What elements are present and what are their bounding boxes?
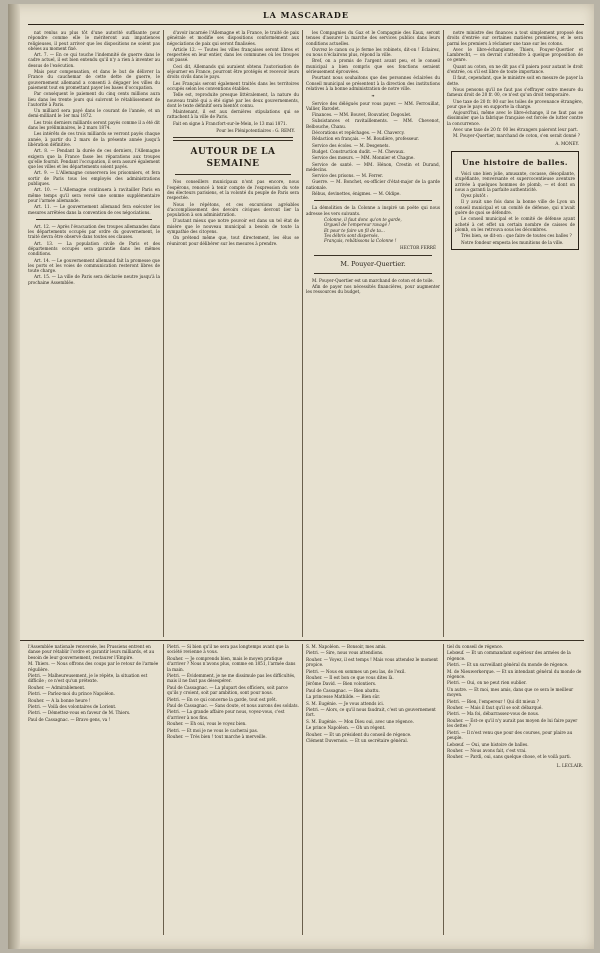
text-paragraph: Rouher. — Et un président du conseil de régence. (306, 731, 412, 737)
column-rule (163, 644, 164, 935)
text-paragraph: Orgueil de l'empereur ravagé ! (324, 222, 390, 228)
text-paragraph: Rébus, devinettes, énigmes. — M. Oldipe. (312, 191, 401, 197)
masthead-title: LA MASCARADE (263, 10, 349, 20)
text-paragraph: Lebœuf. — Et un commandant supérieur des armées de la régence. (447, 650, 571, 661)
dialogue-column-1 (28, 644, 160, 934)
dialogue-column-4 (447, 644, 583, 934)
text-paragraph: Un autre. — Et moi, mes amis, dans que ce sera le meilleur moyen. (447, 686, 574, 698)
text-paragraph: Les intérêts de ces trois milliards se verront payés chaque année, à partir du 2 mars de la présente année jusqu'à libération définitive. (28, 131, 160, 147)
text-paragraph: Une taxe de 20 fr. 00 sur les toiles de provenance étrangère, pour que le pays en supporte la charge. (447, 98, 583, 109)
text-paragraph: Les Français seront également traités dans les territoires occupés selon les conventions établies. (167, 80, 299, 91)
text-paragraph: Bref, on a promis de l'argent avant peu, et le conseil municipal a bien compris que ses fonctions seraient sérieusement éprouvées. (306, 58, 440, 75)
text-paragraph: Français, rebâtissons la Colonne ! (324, 238, 397, 244)
text-paragraph: D'autant mieux que notre pouvoir est dans un tel état de misère que le nouveau municipal a besoin de toute la sympathie des citoyens. (167, 218, 299, 235)
horizontal-rule (20, 640, 584, 641)
text-paragraph: M. de Nieuwerkerque. — Et un intendant général du monde de régence. (447, 668, 582, 680)
text-paragraph: Rouher. — Nous avons fait, c'est vrai. (447, 747, 527, 753)
column-2 (167, 30, 299, 638)
text-paragraph: Rouher. — Voyez, il est temps ! Mais vous attendez le moment propice. (306, 656, 438, 668)
text-paragraph: M. Pouyer-Quertier est un marchand de coton et de toile. (312, 277, 434, 283)
text-paragraph: Rédaction en français. — M. Boudière, professeur. (312, 136, 419, 142)
text-paragraph: Art. 15. — La ville de Paris sera déclarée neutre jusqu'à la prochaine Assemblée. (28, 274, 160, 285)
text-paragraph: tiel du conseil de régence. (447, 644, 504, 649)
text-paragraph: d'avoir incarnée l'Allemagne et la France, le traité de paix générale et modifie ses dispositions conformément aux négociations de paix qui seront finalisées. (167, 30, 299, 46)
poem-intro: La démolition de la Colonne a inspiré un poète qui nous adresse les vers suivants. (306, 205, 440, 216)
text-paragraph: Ceci dit, Allemands qui auraient obtenu l'autorisation de séjourner en France, pourront être protégés et recevoir leurs droits civils dans le pays. (167, 63, 299, 80)
text-paragraph: Très bien, se dit-on : que faire de toutes ces balles ? (461, 233, 572, 239)
text-paragraph: Service de santé. — MM. Hénon, Crestin et Durand, médecins. (306, 161, 440, 172)
text-paragraph: Pietri. — Voilà des volontaires de Lorient. (28, 704, 117, 710)
text-paragraph: La princesse Mathilde. — Bien sûr. (306, 694, 381, 700)
text-paragraph: notre ministre des finances a tout simplement proposé des droits d'entrée sur certaines matières premières, et le sera parmi les premiers à réclamer une taxe sur les cotons. (447, 30, 583, 46)
text-paragraph: Pietri. — Et un surveillant général du monde de régence. (447, 662, 569, 668)
text-paragraph: Service des délégués pour vous payer. — MM. Ferrouillat, Vallier, Barodet. (306, 100, 440, 111)
dialogue-column-3 (306, 644, 440, 934)
divider (175, 174, 291, 175)
text-paragraph: Rouher. — Eh oui, vous le voyez bien. (167, 721, 247, 727)
text-paragraph: Nos conseillers municipaux n'ont pas encore, nous l'espérons, renoncé à tenir compte de l'expression du vote des électeurs parisiens, et la volonté du peuple de Paris sera respectée. (167, 179, 299, 201)
text-paragraph: Rouher. — Admirablement. (28, 684, 86, 690)
text-paragraph: Art. 14. — Le gouvernement allemand fait la promesse que les ports et les voies de communication resteront libres de toute charge. (28, 257, 160, 274)
text-paragraph: Service des écoles. — M. Desgenets. (312, 142, 390, 148)
text-paragraph: Paul de Cassagnac. — Sans doute, et nous aurons des soldats. (167, 703, 299, 709)
text-paragraph: Pietri. — Nous en sommes un peu las, de l'exil. (306, 668, 406, 674)
text-paragraph: Colonne, il faut donc qu'on te garde, (324, 216, 402, 222)
text-paragraph: Fait en signe à Francfort-sur-le-Mein, le 13 mai 1871. (173, 120, 287, 126)
column-rule (302, 30, 303, 637)
text-paragraph: M. Pouyer-Quertier, marchand de coton, s'en serait donné ? (453, 133, 580, 139)
newspaper-page (8, 4, 594, 949)
text-paragraph: On prétend même que, tout directement, les élus se réuniront pour délibérer sur les mesures à prendre. (167, 235, 299, 246)
text-paragraph: Finances. — MM. Bouvet, Bouvatier, Degoulet. (312, 112, 412, 118)
text-paragraph: Et pour te faire un fil de ta... (324, 227, 385, 233)
text-paragraph: Pietri. — Et moi je ne vous le cacherai pas. (167, 727, 259, 733)
double-rule (173, 137, 293, 141)
column-rule (302, 644, 303, 935)
text-paragraph: Pietri. — Si bien qu'il ne sera pas longtemps avant que la société revienne à vous. (167, 644, 289, 655)
text-paragraph: Rouher. — Mais il faut qu'il se soit débarqué. (447, 705, 543, 711)
text-paragraph: Paul de Cassagnac. — Bravo gens, va ! (28, 716, 111, 722)
text-paragraph: Pietri. — Oui, on ne peut rien oublier. (447, 680, 527, 686)
text-paragraph: Oyez plutôt : (461, 193, 489, 199)
dialogue-column-2 (167, 644, 299, 934)
text-paragraph: Tes débris sont dispersés. (324, 232, 379, 238)
divider (314, 273, 432, 274)
text-paragraph: Subsistances et ravitaillements. — MM. Chevenot, Belbouche, Chanu. (306, 118, 440, 129)
masthead (28, 10, 584, 25)
text-paragraph: Il y avait une fois dans la bonne ville de Lyon un conseil municipal et un comité de défense, qui n'avait guère de quoi se défendre. (455, 199, 575, 216)
text-paragraph: Pietri. — Il n'est venu que pour des courses, pour plaire au peuple. (447, 729, 573, 741)
text-paragraph: M. Thiers. — Nous offrons des coups par le retour de l'armée régulière. (28, 661, 159, 672)
text-paragraph: S. M. Eugénie. — Je vous attends ici. (306, 700, 385, 706)
text-paragraph: Notre fondeur empesta les munitions de la ville. (461, 239, 564, 245)
text-paragraph: Pietri. — En ce qui concerne la garde, tout est prêt. (167, 696, 277, 702)
text-paragraph: Décorations et repêchages. — M. Chavercy. (312, 130, 405, 136)
divider (314, 200, 432, 201)
signature: L. LECLAIR. (556, 762, 583, 768)
text-paragraph: Art. 8. — Pendant la durée de ces derniers, l'Allemagne exigera que la France fasse les réparations aux troupes qu'elle fournit. Pendant l'occupation, il sera assuré également que les villes et les départements soient payés. (28, 148, 160, 170)
text-paragraph: Les trois derniers milliards seront payés comme il a été dit dans les préliminaires, le 2 mars 1874. (28, 119, 160, 131)
text-paragraph: Pourtant nous souhaitons que des personnes éclairées du Conseil municipal se présentent à la direction des institutions relatives à la bonne administration de notre ville. (306, 75, 440, 91)
signature: A. MONEY. (555, 140, 579, 146)
text-paragraph: Avec le libre-échangisme, Thiers, Pouyer-Quertier et Lambrecht, — on devrait s'attendre à quelque proposition de ce genre. (447, 46, 583, 63)
text-paragraph: Maintenant, il est aux dernières stipulations qui se rattachent à la ville de Paris. (167, 109, 299, 120)
text-paragraph: Art. 9. — L'Allemagne conservera les prisonniers, et fera sortir de Paris tous les employés des administrations publiques. (28, 170, 160, 187)
text-paragraph: Art. 11. — Le gouvernement allemand fera exécuter les mesures arrêtées dans la convention de ces négociations. (28, 204, 160, 215)
boxed-article (451, 151, 579, 250)
text-paragraph: Lebœuf. — Oui, une histoire de balles. (447, 741, 529, 747)
text-paragraph: l'Assemblée nationale renversée, les Prussiens entrent en danse pour rétablir l'ordre et garantir leurs milliards, et au besoin de leur gouvernement, restaurer l'Empire. (28, 644, 155, 660)
text-paragraph: Le conseil municipal et le comité de défense ayant acheté à cet effet un certain nombre de caisses de plomb, on les retrouva sous les décombres. (455, 216, 575, 232)
text-paragraph: S. M. Eugénie. — Mon Dieu oui, avec une régence. (306, 718, 414, 724)
section-title: AUTOUR DE LA SEMAINE (190, 147, 276, 170)
column-3 (306, 30, 440, 638)
divider (36, 219, 152, 220)
text-paragraph: Article 12. — Toutes les villes françaises seront libres et respectées en leur entier, dans les communes où les troupes ont passé. (167, 46, 299, 63)
text-paragraph: Nous le répétons, et ces excursions agréables d'accomplissement des devoirs civiques devront lier la population à son administration. (167, 201, 299, 218)
text-paragraph: Le prince Napoléon. — Oh un régent. (306, 725, 386, 731)
text-paragraph: Rouher. — Est-ce qu'il n'y aurait pas moyen de lui faire payer les dettes ? (447, 717, 578, 729)
text-paragraph: Rouher. — Je comprends bien, mais le moyen pratique d'arriver ? Nous n'avons plus, comme en 1851, l'armée dans la main. (167, 655, 296, 672)
column-rule (443, 644, 444, 935)
text-paragraph: Voici une bien jolie, amusante, cocasse, désopilante, stupéfiante, renversante et supercocentieuse aventure arrivée à quelques hommes de plomb, — et dont on nous a garanti la parfaite authenticité. (455, 170, 575, 192)
text-paragraph: Aujourd'hui, même avec le libre-échange, il ne faut pas se dissimuler que la fabrique française est forcée de lutter contre la concurrence. (447, 110, 583, 126)
text-paragraph: Art. 13. — La population civile de Paris et des départements occupés sera garantie dans les mêmes conditions. (28, 240, 160, 257)
text-paragraph: Mais pour compensation, et dans le but de délivrer la France du cauchemar de cette dette de guerre, le gouvernement allemand a consenti à dégager les villes du paiement tout en promettant payer les bases d'occupation. (28, 69, 160, 90)
text-paragraph: Jérôme David. — Bien volontiers. (306, 681, 377, 687)
text-paragraph: Quant au coton, on ne dit pas s'il paiera pour autant le droit d'entrée, ou s'il est libre de toute importance. (447, 63, 583, 75)
text-paragraph: Ouvrez le canon ou je ferme les robinets, dit-on ! Éclairez, ou nous n'éclairons plus, répond la ville. (306, 46, 440, 58)
text-paragraph: Pietri. — Évidemment, je ne me dissimule pas les difficultés, mais il ne faut pas désespérer. (167, 673, 296, 684)
text-paragraph: Nous pensons qu'il ne faut pas s'effrayer outre mesure du fameux droit de 20 fr. 00, ce n'est qu'un droit temporaire. (447, 86, 583, 98)
text-paragraph: Afin de payer nos nécessités financières, pour augmenter les ressources du budget, (306, 283, 440, 295)
article-title: M. Pouyer-Quertier. (340, 259, 406, 268)
text-paragraph: Art. 7. — En ce qui touche l'indemnité de guerre dans le cadre actuel, il est bien entendu qu'il n'y a rien à inventer au dessus de l'exécution. (28, 52, 160, 68)
text-paragraph: Rouher. — Pardi, oui, sans quelque chose, et le voilà parti. (447, 754, 571, 760)
text-paragraph: Service des prisons. — M. Ferrer. (312, 173, 384, 179)
column-rule (163, 30, 164, 637)
text-paragraph: Service des mœurs. — MM. Monnier et Chagne. (312, 155, 415, 161)
text-paragraph: Rouher. — Il est bon ce que vous dites là. (306, 675, 394, 681)
text-paragraph: Paul de Cassagnac. — La plupart des officiers, soit parce qu'ils y croient, soit par ambition, sont pour nous. (167, 684, 288, 696)
text-paragraph: les Compagnies du Gaz et le Compagnie des Eaux, seront tenues d'assurer la marche des services publics dans leurs conditions actuelles. (306, 30, 440, 46)
text-paragraph: S. M. Napoléon. — Bonsoir, mes amis. (306, 644, 387, 649)
column-4 (447, 30, 583, 638)
text-paragraph: Art. 10. — L'Allemagne continuera à ravitailler Paris en même temps qu'il sera versé une somme supplémentaire pour l'armée allemande. (28, 187, 160, 203)
text-paragraph: Il faut, cependant, que le ministre soit en mesure de payer la dette. (447, 75, 583, 86)
signature: Pour les Plénipotentiaires : G. REMY. (216, 128, 295, 134)
text-paragraph: Avec une taxe de 20 fr. 00 les étrangers paieront leur part. (453, 127, 579, 133)
page-binding-edge (8, 4, 20, 949)
text-paragraph: Pietri. — Parlez-moi du prince Napoléon. (28, 691, 115, 697)
text-paragraph: Art. 12. — Après l'évacuation des troupes allemandes dans les départements occupés par ordre du gouvernement, le traité devra être observé dans toutes ses clauses. (28, 223, 160, 240)
text-paragraph: Rouher. — Très bien ! tout marche à merveille. (167, 734, 267, 740)
text-paragraph: Pietri. — La grande affaire pour nous, voyez-vous, c'est d'arriver à nos fins. (167, 709, 285, 720)
separator-ornament: ❧ (371, 93, 375, 99)
text-paragraph: Pietri. — Malheureusement, je le répète, la situation est difficile ; ce n'est qu'un prétexte. (28, 673, 148, 684)
poem-signature: HECTOR FERRÉ (400, 245, 436, 251)
text-paragraph: Budget. Construction dudit. — M. Chevaux. (312, 148, 405, 154)
text-paragraph: Pietri. — Sire, nous vous attendions. (306, 650, 384, 656)
text-paragraph: Paul de Cassagnac. — Bien abattu. (306, 687, 380, 693)
text-paragraph: Guerre. — M. Bonchet, ex-officier d'état-major de la garde nationale. (306, 179, 440, 190)
text-paragraph: Pietri. — Bien, l'empereur ! Qui dit mieux ? (447, 698, 539, 704)
text-paragraph: Rouher. — A la bonne heure ! (28, 697, 91, 703)
text-paragraph: Un milliard sera payé dans le courant de l'année, et un demi-milliard le 1er mai 1872. (28, 108, 160, 119)
column-1 (28, 30, 160, 638)
column-rule (443, 30, 444, 637)
text-paragraph: nat renlus au plus tôt d'une autorité suffisante pour répondre comme elle le mériteront aux impatiences religieuses, il peut arriver que les dispositions ne soient pas obéies au moment fixé. (28, 30, 160, 51)
text-paragraph: Par conséquent le paiement du cinq cents millions aura lieu dans les trente jours qui suivront le rétablissement de l'autorité à Paris. (28, 91, 160, 107)
text-paragraph: Pietri. — Alors, ce qu'il nous faudrait, c'est un gouvernement fort. (306, 707, 436, 718)
divider (314, 255, 432, 256)
text-paragraph: Pietri. — Ma foi, débarrassez-vous de nous. (447, 711, 540, 717)
text-paragraph: Clément Duvernois. — Et un secrétaire général. (306, 738, 409, 744)
text-paragraph: Telle est, reproduite presque littéralement, la nature du nouveau traité qui a été signé par les deux gouvernements, dont le texte définitif sera bientôt connu. (167, 92, 299, 108)
boxed-article-title: Une histoire de balles. (461, 157, 569, 167)
text-paragraph: Pietri. — Démettez-vous en faveur de M. Thiers. (28, 710, 131, 716)
